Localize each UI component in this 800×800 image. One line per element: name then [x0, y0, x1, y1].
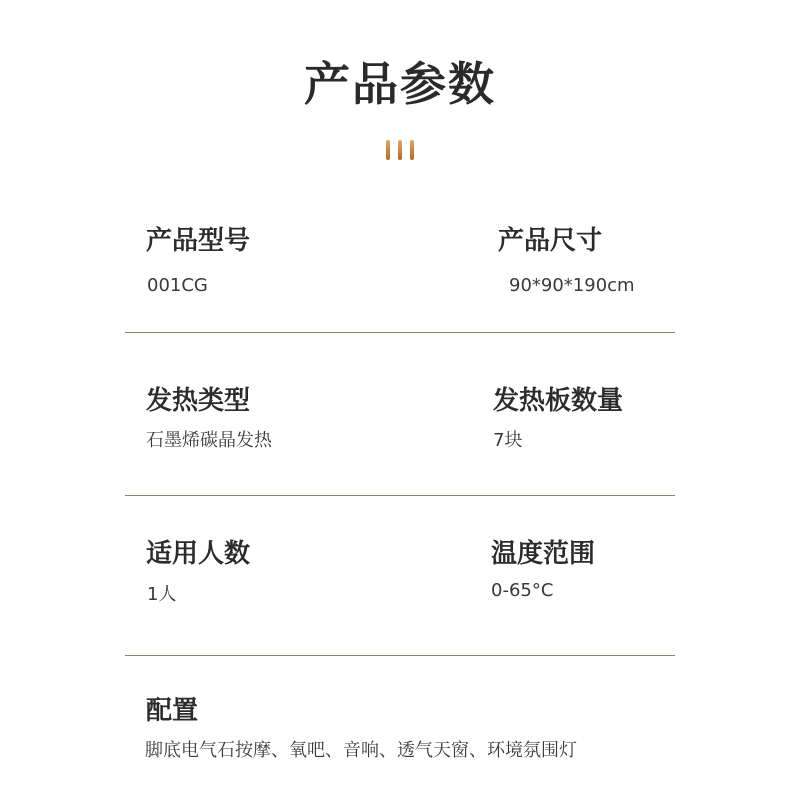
bar-mark	[386, 140, 390, 160]
spec-capacity-value: 1人	[147, 584, 177, 605]
bar-mark	[410, 140, 414, 160]
decorative-bars-icon	[386, 140, 414, 160]
page-title: 产品参数	[304, 57, 496, 111]
spec-capacity-label: 适用人数	[146, 539, 251, 569]
spec-config-value: 脚底电气石按摩、氧吧、音响、透气天窗、环境氛围灯	[145, 740, 577, 761]
bar-mark	[398, 140, 402, 160]
spec-size-value: 90*90*190cm	[509, 275, 635, 296]
divider	[125, 655, 675, 656]
spec-model-label: 产品型号	[146, 226, 251, 256]
spec-temp-range-value: 0-65°C	[491, 580, 554, 601]
spec-heat-type-value: 石墨烯碳晶发热	[146, 430, 272, 451]
spec-heat-type-label: 发热类型	[146, 386, 251, 416]
spec-heat-panels-label: 发热板数量	[493, 386, 624, 416]
spec-size-label: 产品尺寸	[498, 226, 603, 256]
divider	[125, 495, 675, 496]
spec-config-label: 配置	[146, 696, 199, 726]
divider	[125, 332, 675, 333]
spec-temp-range-label: 温度范围	[491, 539, 596, 569]
spec-heat-panels-value: 7块	[493, 430, 523, 451]
spec-model-value: 001CG	[147, 275, 208, 296]
